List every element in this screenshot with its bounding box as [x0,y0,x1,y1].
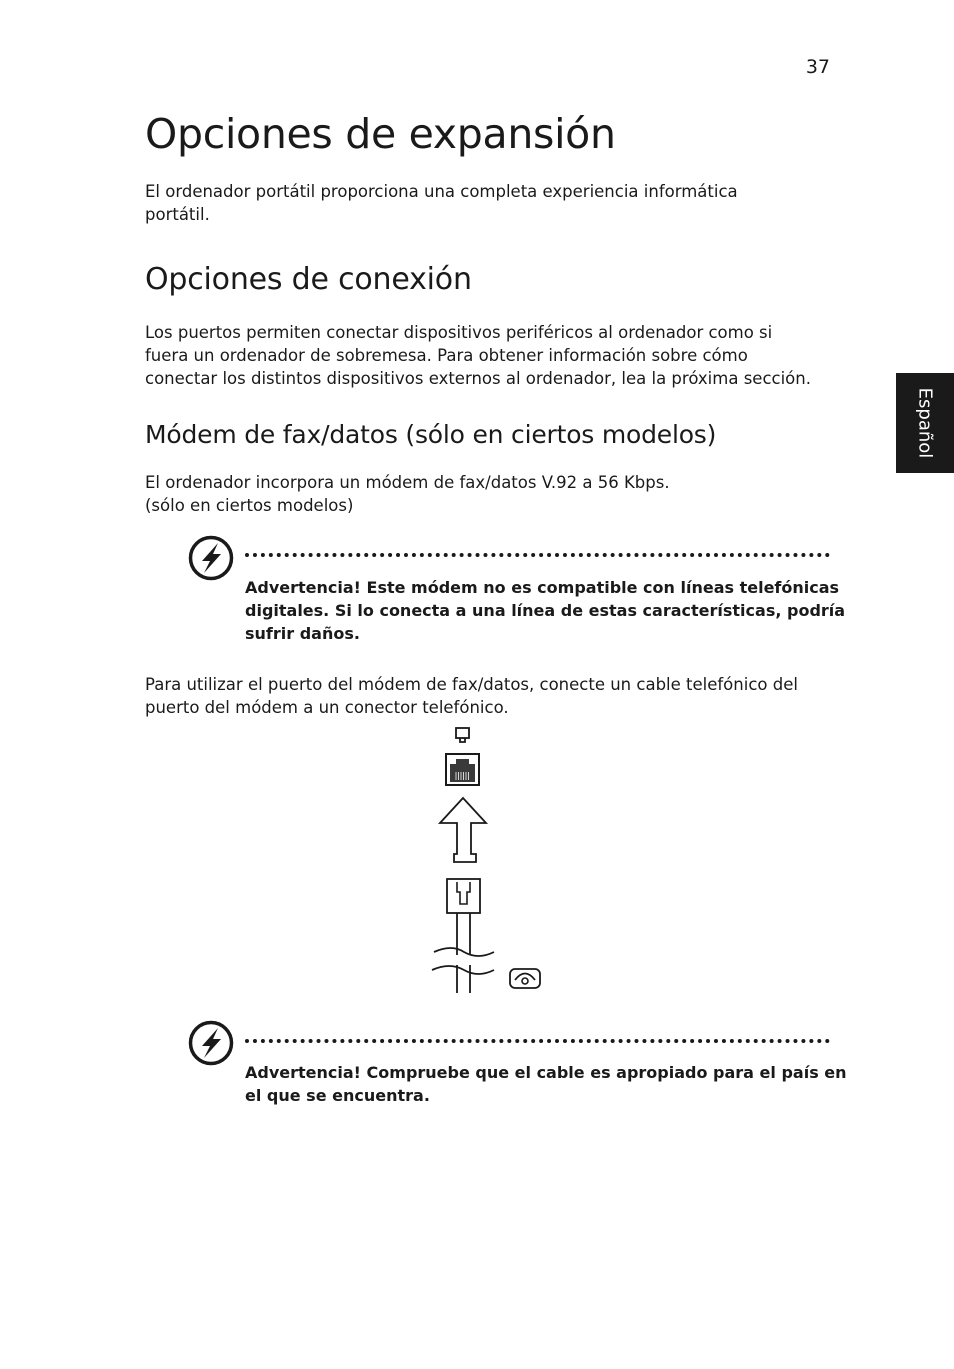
modem-heading: Módem de fax/datos (sólo en ciertos modelos) [145,420,717,449]
warning-text [245,576,846,645]
warning-divider [245,553,830,557]
phone-cable [432,913,494,993]
modem-line: El ordenador incorpora un módem de fax/datos V.92 a 56 Kbps. [145,473,670,492]
page-number: 37 [805,56,830,78]
modem-paragraph [145,471,845,517]
telephone-icon [510,969,540,988]
language-tab [896,373,954,473]
intro-paragraph [145,180,845,226]
usage-line: Para utilizar el puerto del módem de fax/datos, conecte un cable telefónico del [145,675,798,694]
lightning-warning-icon [188,535,234,581]
connection-paragraph [145,321,845,390]
connection-line: conectar los distintos dispositivos externos al ordenador, lea la próxima sección. [145,369,811,388]
modem-connection-diagram [420,722,550,997]
connection-line: Los puertos permiten conectar dispositivos periféricos al ordenador como si [145,323,773,342]
warning-text [245,1061,847,1107]
warning-line: digitales. Si lo conecta a una línea de estas características, podría [245,601,846,620]
warning-divider [245,1039,830,1043]
connection-heading: Opciones de conexión [145,262,472,297]
warning-line: Advertencia! Compruebe que el cable es apropiado para el país en [245,1063,847,1082]
usage-line: puerto del módem a un conector telefónico. [145,698,509,717]
connection-line: fuera un ordenador de sobremesa. Para obtener información sobre cómo [145,346,748,365]
intro-line: El ordenador portátil proporciona una completa experiencia informática [145,182,738,201]
warning-line: sufrir daños. [245,624,360,643]
rj11-plug-icon [447,879,480,913]
page-title: Opciones de expansión [145,110,616,158]
modem-port-icon [456,728,469,742]
intro-line: portátil. [145,205,210,224]
rj11-jack-icon [446,754,479,785]
usage-paragraph [145,673,845,719]
arrow-up-icon [440,798,486,862]
lightning-warning-icon [188,1020,234,1066]
warning-line: Advertencia! Este módem no es compatible con líneas telefónicas [245,578,840,597]
modem-line: (sólo en ciertos modelos) [145,496,354,515]
language-tab-label: Español [914,387,936,459]
warning-line: el que se encuentra. [245,1086,430,1105]
